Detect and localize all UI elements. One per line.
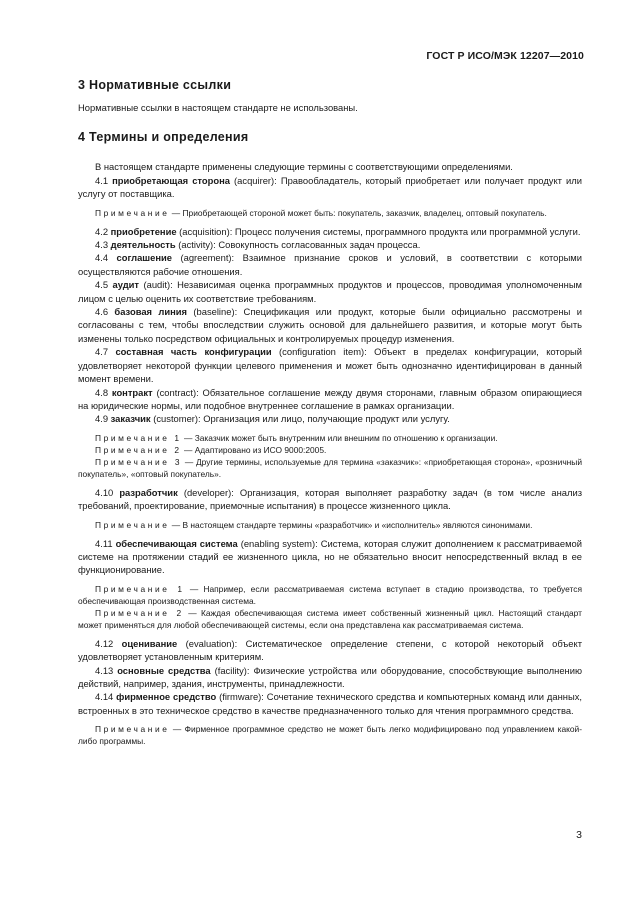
term-4-7: 4.7 составная часть конфигурации (configuration item): Объект в пределах конфигурации, который удовлетворяет некоторой функции целевого применения и может быть однозначно идентифицирован в данный момент времени. (78, 346, 583, 385)
term-4-14: 4.14 фирменное средство (firmware): Сочетание технического средства и компьютерных команд или данных, встроенных в это техническое средство в качестве предназначенного только для чтения программного средства. (78, 691, 582, 716)
note-4-14: Примечание — Фирменное программное средство не может быть легко модифицировано под управлением какой-либо программы. (78, 724, 582, 747)
term-4-6: 4.6 базовая линия (baseline): Спецификация или продукт, которые были официально рассмотрены и согласованы с тем, чтобы впоследствии служить основой для дальнейшего развития, и которые могут быть изменены только посредством официальных и контролируемых процедур изменения. (78, 306, 582, 344)
note-4-11-2: Примечание 2 — Каждая обеспечивающая система имеет собственный жизненный цикл. Настоящий стандарт может применяться для любой обеспечивающей системы, если она представлена как рассматриваемая система. (78, 607, 582, 630)
section-3-text: Нормативные ссылки в настоящем стандарте не использованы. (78, 102, 358, 113)
term-name: фирменное средство (116, 691, 217, 703)
section-3-title: 3 Нормативные ссылки (78, 78, 232, 92)
term-name: обеспечивающая система (115, 537, 238, 549)
term-name: контракт (111, 386, 153, 398)
term-name: основные средства (117, 664, 211, 676)
term-name: разработчик (119, 486, 178, 498)
term-4-8: 4.8 контракт (contract): Обязательное соглашение между двумя сторонами, главным образом опирающиеся на юридические нормы, или подобное внутреннее соглашение в рамках организации. (78, 386, 582, 411)
term-name: заказчик (110, 413, 151, 425)
section-4-title: 4 Термины и определения (78, 130, 249, 145)
standard-header: ГОСТ Р ИСО/МЭК 12207—2010 (426, 50, 584, 62)
term-4-12: 4.12 оценивание (evaluation): Систематическое определение степени, с которой некоторый объект удовлетворяет установленным критериям. (78, 637, 582, 663)
note-4-9-1: Примечание 1 — Заказчик может быть внутренним или внешним по отношению к организации. (95, 432, 498, 443)
note-4-11-1: Примечание 1 — Например, если рассматриваемая система вступает в стадию производства, то требуется обеспечивающая производственная система. (78, 583, 582, 606)
term-name: оценивание (121, 637, 178, 649)
term-name: составная часть конфигурации (115, 346, 272, 358)
note-4-9-2: Примечание 2 — Адаптировано из ИСО 9000:2005. (95, 444, 327, 455)
term-name: приобретающая сторона (112, 174, 230, 186)
note-4-1: Примечание — Приобретающей стороной может быть: покупатель, заказчик, владелец, оптовый покупатель. (95, 207, 547, 218)
term-name: приобретение (110, 225, 177, 237)
term-name: аудит (112, 279, 140, 291)
term-4-5: 4.5 аудит (audit): Независимая оценка программных продуктов и процессов, проводимая уполномоченным лицом с целью оценить их соответствие требованиям. (78, 279, 582, 304)
page-number: 3 (576, 829, 582, 841)
note-4-10: Примечание — В настоящем стандарте термины «разработчик» и «исполнитель» являются синонимами. (95, 519, 533, 530)
term-name: соглашение (116, 252, 172, 264)
page-content (78, 78, 582, 747)
note-4-9-3: Примечание 3 — Другие термины, используемые для термина «заказчик»: «приобретающая сторона», «розничный покупатель», «оптовый покупатель». (78, 456, 583, 479)
term-4-3: 4.3 деятельность (activity): Совокупность согласованных задач процесса. (95, 239, 421, 251)
term-name: базовая линия (114, 306, 188, 318)
term-4-13: 4.13 основные средства (facility): Физические устройства или оборудование, способствующие выполнению действий, например, здания, инструменты, принадлежности. (78, 664, 582, 689)
term-4-11: 4.11 обеспечивающая система (enabling system): Система, которая служит дополнением к рассматриваемой системе на протяжении стадий ее жизненного цикла, но не обязательно вносит непосредственный вклад в ее функционирование. (78, 537, 582, 576)
section-4-intro: В настоящем стандарте применены следующие термины с соответствующими определениями. (95, 161, 513, 173)
term-4-4: 4.4 соглашение (agreement): Взаимное признание сроков и условий, в соответствии с которыми осуществляются рабочие отношения. (78, 252, 582, 277)
term-name: деятельность (110, 239, 176, 251)
term-4-2: 4.2 приобретение (acquisition): Процесс получения системы, программного продукта или программной услуги. (95, 225, 581, 237)
term-4-9: 4.9 заказчик (customer): Организация или лицо, получающие продукт или услугу. (95, 413, 450, 425)
term-4-10: 4.10 разработчик (developer): Организация, которая выполняет разработку задач (в том числе анализ требований, проектирование, приемочные испытания) в процессе жизненного цикла. (78, 486, 583, 512)
term-4-1: 4.1 приобретающая сторона (acquirer): Правообладатель, который приобретает или получает продукт или услугу от поставщика. (78, 174, 583, 200)
